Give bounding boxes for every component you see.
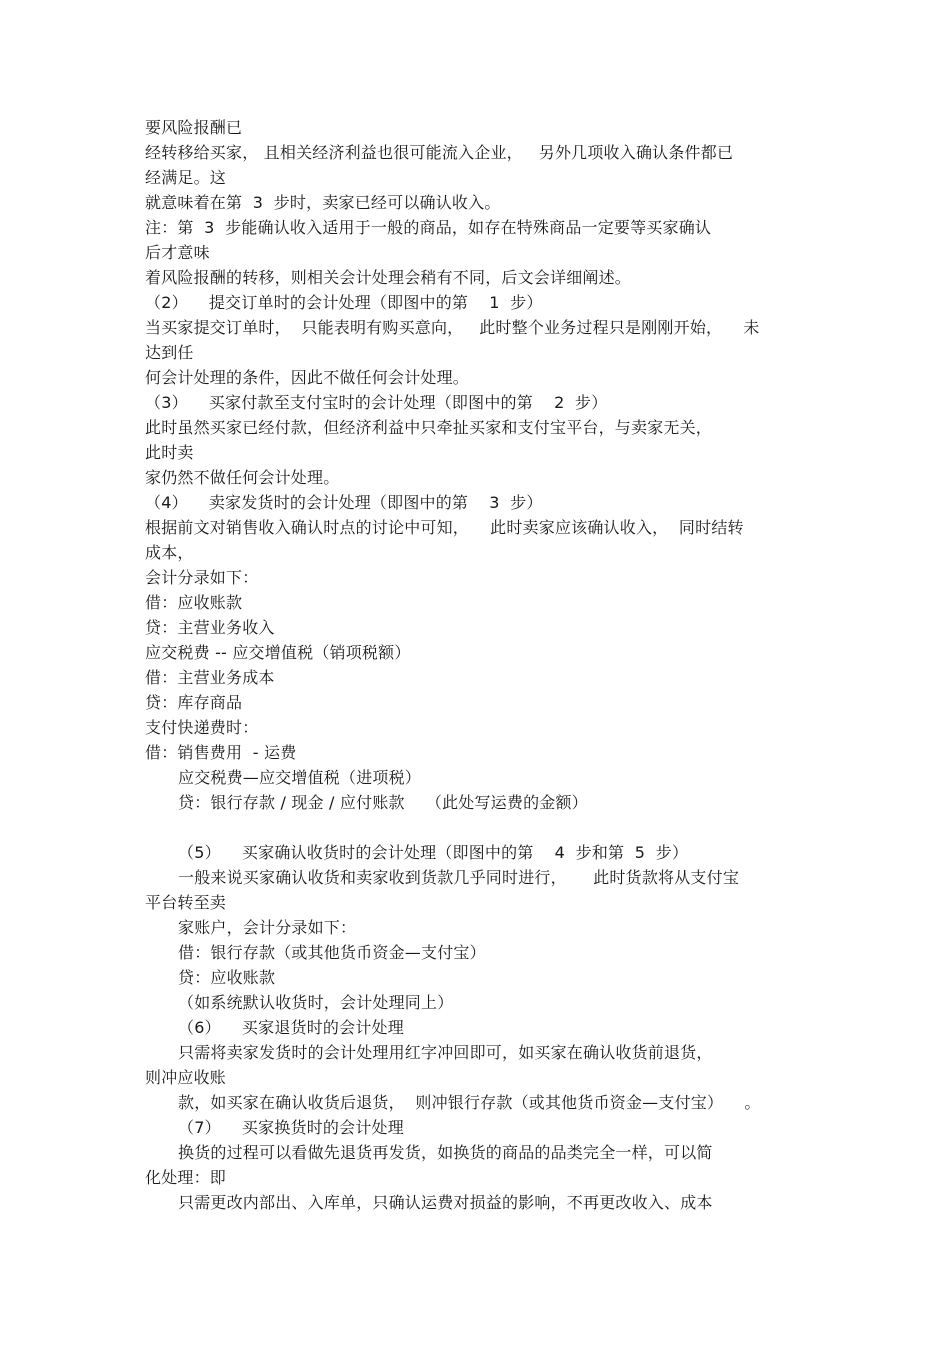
journal-entry: 应交税费 -- 应交增值税（销项税额） <box>145 643 411 662</box>
text-line: 支付快递费时： <box>145 718 259 737</box>
text-line: 平台转至卖 <box>145 893 227 912</box>
journal-entry: 借：银行存款（或其他货币资金—支付宝） <box>178 943 486 962</box>
section-heading: （4） 卖家发货时的会计处理（即图中的第 3 步） <box>145 493 543 512</box>
text-line: 后才意味 <box>145 243 210 262</box>
section-heading: （5） 买家确认收货时的会计处理（即图中的第 4 步和第 5 步） <box>178 843 689 862</box>
journal-entry: 贷：应收账款 <box>178 968 276 987</box>
section-heading: （7） 买家换货时的会计处理 <box>178 1118 404 1137</box>
text-line: 家账户，会计分录如下： <box>178 918 357 937</box>
text-line: 一般来说买家确认收货和卖家收到货款几乎同时进行， 此时货款将从支付宝 <box>178 868 740 887</box>
text-line: 经满足。这 <box>145 168 227 187</box>
text-line: 何会计处理的条件，因此不做任何会计处理。 <box>145 368 470 387</box>
text-line: 要风险报酬已 <box>145 118 243 137</box>
text-line: 此时卖 <box>145 443 194 462</box>
journal-entry: 贷：主营业务收入 <box>145 618 275 637</box>
text-line: 换货的过程可以看做先退货再发货，如换货的商品的品类完全一样，可以简 <box>178 1143 713 1162</box>
text-line: 着风险报酬的转移，则相关会计处理会稍有不同，后文会详细阐述。 <box>145 268 632 287</box>
text-line: 注：第 3 步能确认收入适用于一般的商品，如存在特殊商品一定要等买家确认 <box>145 218 712 237</box>
text-line: 化处理：即 <box>145 1168 227 1187</box>
journal-entry: 贷：银行存款 / 现金 / 应付账款 （此处写运费的金额） <box>178 793 588 812</box>
text-line: 只需将卖家发货时的会计处理用红字冲回即可，如买家在确认收货前退货， <box>178 1043 713 1062</box>
text-line: 会计分录如下： <box>145 568 259 587</box>
section-heading: （6） 买家退货时的会计处理 <box>178 1018 404 1037</box>
text-line: 家仍然不做任何会计处理。 <box>145 468 340 487</box>
journal-entry: 贷：库存商品 <box>145 693 243 712</box>
text-line: 只需更改内部出、入库单，只确认运费对损益的影响，不再更改收入、成本 <box>178 1193 713 1212</box>
section-heading: （3） 买家付款至支付宝时的会计处理（即图中的第 2 步） <box>145 393 608 412</box>
text-line: 则冲应收账 <box>145 1068 227 1087</box>
text-line: （如系统默认收货时，会计处理同上） <box>178 993 454 1012</box>
journal-entry: 借：销售费用 - 运费 <box>145 743 297 762</box>
journal-entry: 借：主营业务成本 <box>145 668 275 687</box>
text-line: 根据前文对销售收入确认时点的讨论中可知， 此时卖家应该确认收入， 同时结转 <box>145 518 744 537</box>
journal-entry: 应交税费—应交增值税（进项税） <box>178 768 422 787</box>
text-line: 达到任 <box>145 343 194 362</box>
text-line: 当买家提交订单时， 只能表明有购买意向， 此时整个业务过程只是刚刚开始， 未 <box>145 318 760 337</box>
text-line: 成本， <box>145 543 194 562</box>
journal-entry: 借：应收账款 <box>145 593 243 612</box>
text-line: 款，如买家在确认收货后退货， 则冲银行存款（或其他货币资金—支付宝） 。 <box>178 1093 761 1112</box>
text-line: 此时虽然买家已经付款，但经济利益中只牵扯买家和支付宝平台，与卖家无关， <box>145 418 713 437</box>
text-line: 经转移给买家， 且相关经济利益也很可能流入企业， 另外几项收入确认条件都已 <box>145 143 734 162</box>
text-line: 就意味着在第 3 步时，卖家已经可以确认收入。 <box>145 193 501 212</box>
section-heading: （2） 提交订单时的会计处理（即图中的第 1 步） <box>145 293 543 312</box>
